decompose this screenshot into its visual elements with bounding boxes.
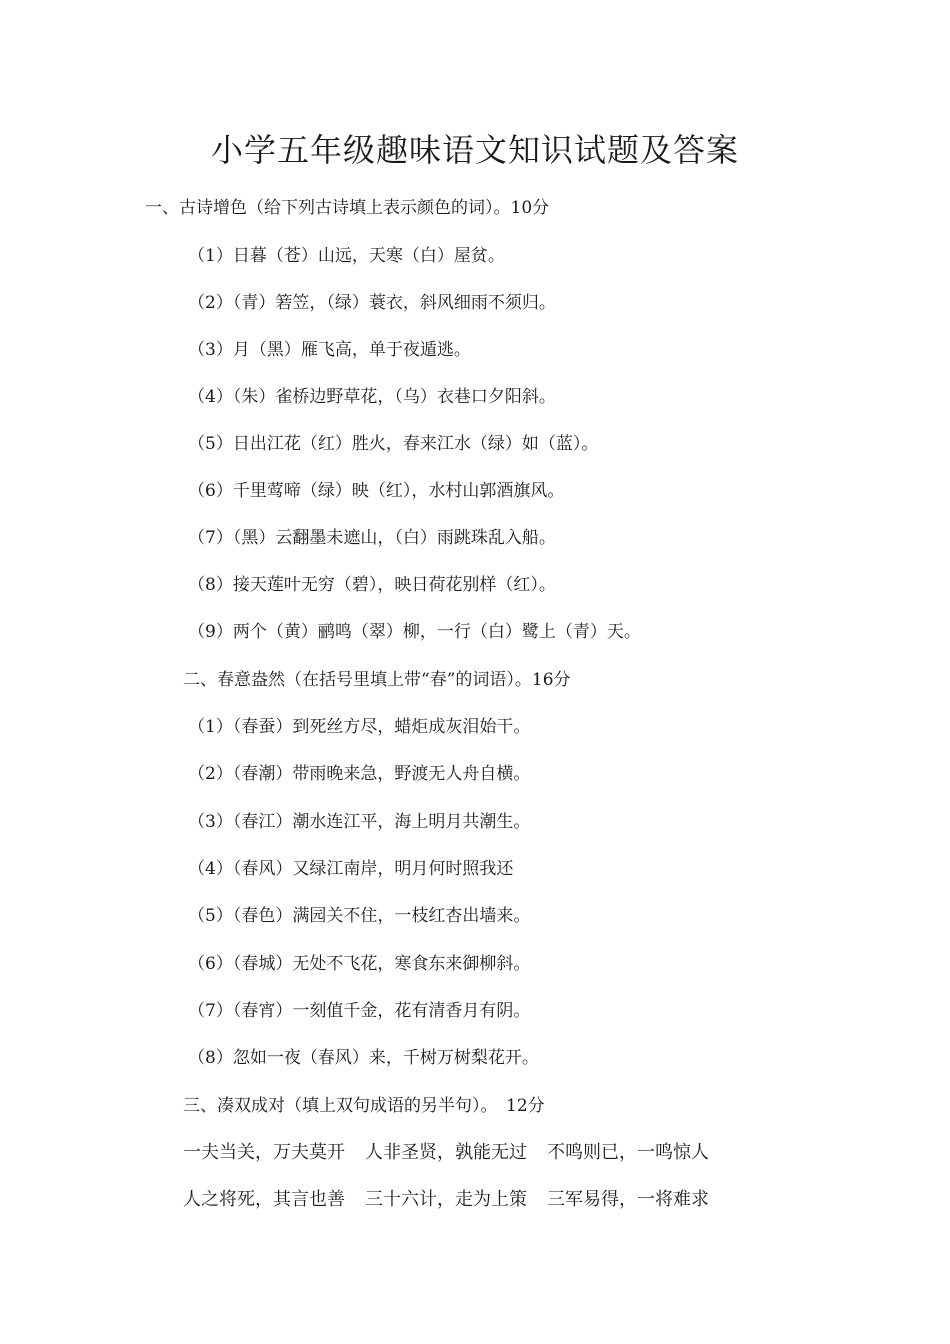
idiom-pair: 不鸣则已，一鸣惊人 [547,1142,709,1163]
section-1-item: （8）接天莲叶无穷（碧），映日荷花别样（红）。 [188,575,556,595]
section-2-item: （6）（春城）无处不飞花，寒食东来御柳斜。 [188,954,531,974]
idiom-pair: 一夫当关，万夫莫开 [183,1142,345,1163]
section-2-heading: 二、春意盎然（在括号里填上带“春”的词语）。16分 [183,670,571,690]
section-1-item: （1）日暮（苍）山远，天寒（白）屋贫。 [188,246,505,266]
section-2-item: （5）（春色）满园关不住，一枝红杏出墙来。 [188,906,531,926]
section-2-item: （8）忽如一夜（春风）来，千树万树梨花开。 [188,1048,539,1068]
section-2-item: （1）（春蚕）到死丝方尽，蜡炬成灰泪始干。 [188,717,531,737]
idiom-row [183,1140,729,1166]
section-2-item: （7）（春宵）一刻值千金，花有清香月有阴。 [188,1001,531,1021]
section-2-item: （4）（春风）又绿江南岸，明月何时照我还 [188,859,514,879]
idiom-pair: 人非圣贤，孰能无过 [365,1142,527,1163]
section-1-item: （3）月（黑）雁飞高，单于夜遁逃。 [188,340,471,360]
section-2-item: （2）（春潮）带雨晚来急，野渡无人舟自横。 [188,764,531,784]
section-1-heading: 一、古诗增色（给下列古诗填上表示颜色的词）。10分 [145,198,550,218]
section-1-item: （6）千里莺啼（绿）映（红），水村山郭酒旗风。 [188,481,565,501]
section-1-item: （4）（朱）雀桥边野草花，（乌）衣巷口夕阳斜。 [188,387,556,407]
section-1-item: （7）（黑）云翻墨未遮山，（白）雨跳珠乱入船。 [188,528,556,548]
section-1-item: （5）日出江花（红）胜火，春来江水（绿）如（蓝）。 [188,434,599,454]
section-3-heading: 三、凑双成对（填上双句成语的另半句）。 12分 [183,1096,545,1116]
idiom-pair: 三十六计，走为上策 [365,1189,527,1210]
idiom-pair: 三军易得，一将难求 [547,1189,709,1210]
idiom-pair: 人之将死，其言也善 [183,1189,345,1210]
section-1-item: （9）两个（黄）鹂鸣（翠）柳，一行（白）鹭上（青）天。 [188,622,641,642]
idiom-row [183,1187,729,1213]
document-title: 小学五年级趣味语文知识试题及答案 [210,131,739,169]
section-1-item: （2）（青）箬笠，（绿）蓑衣，斜风细雨不须归。 [188,293,556,313]
section-2-item: （3）（春江）潮水连江平，海上明月共潮生。 [188,812,531,832]
